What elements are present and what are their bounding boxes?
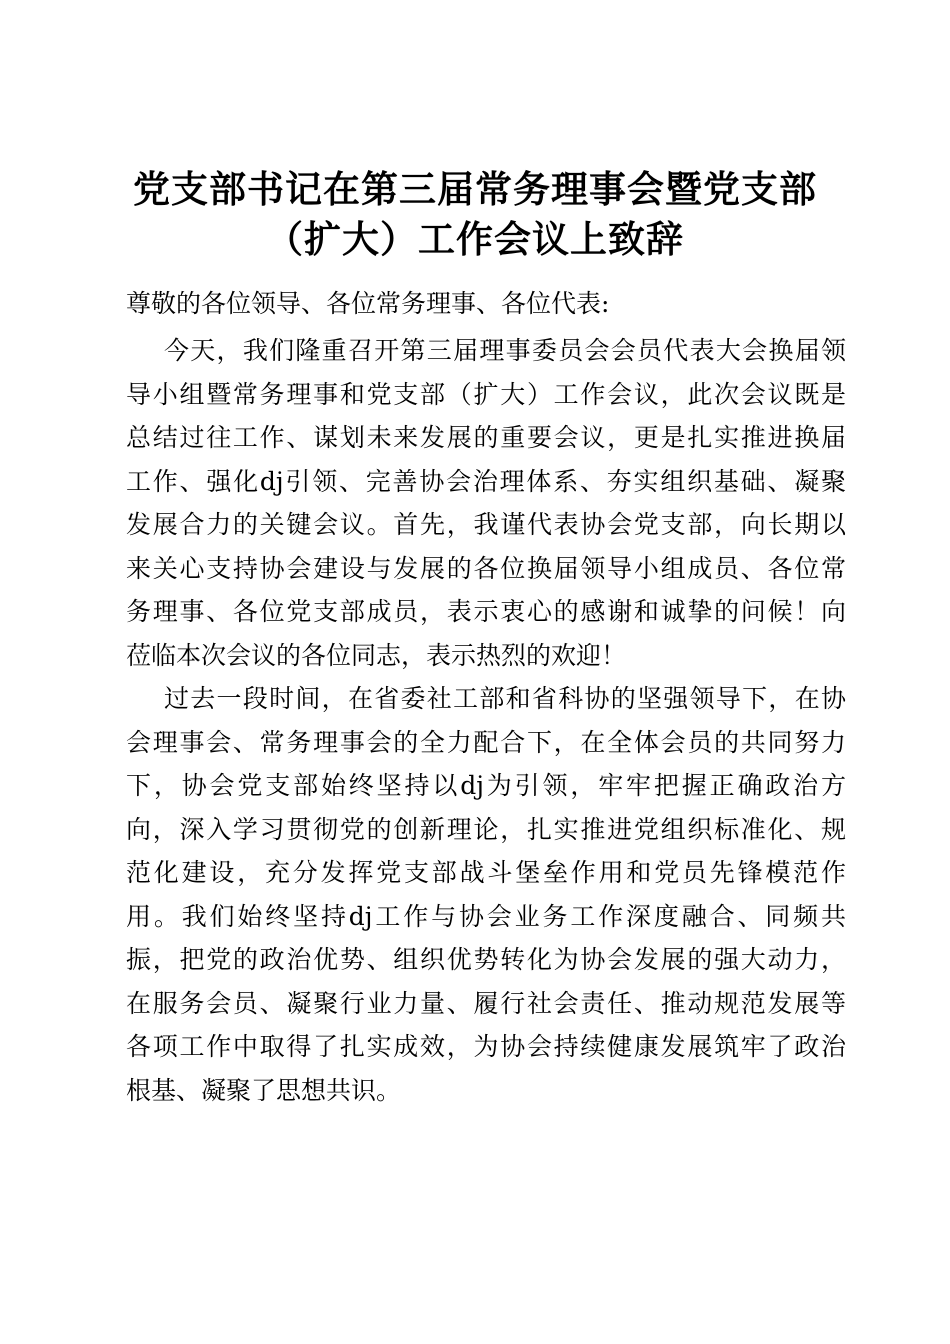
paragraph-line: 在服务会员、凝聚行业力量、履行社会责任、推动规范发展等 [126,988,846,1018]
paragraph-line: 工作、强化dj引领、完善协会治理体系、夯实组织基础、凝聚 [126,466,846,496]
paragraph-line: 向，深入学习贯彻党的创新理论，扎实推进党组织标准化、规 [126,814,846,844]
paragraph-line: 振，把党的政治优势、组织优势转化为协会发展的强大动力， [126,945,846,974]
paragraph-line: 根基、凝聚了思想共识。 [126,1075,402,1105]
paragraph-line: 导小组暨常务理事和党支部（扩大）工作会议，此次会议既是 [126,379,846,409]
paragraph-review [126,677,846,1112]
document-title [0,164,950,264]
document-body [126,329,846,1112]
title-line: 党支部书记在第三届常务理事会暨党支部 [133,167,817,211]
paragraph-line: 发展合力的关键会议。首先，我谨代表协会党支部，向长期以 [126,510,846,539]
title-line: （扩大）工作会议上致辞 [266,217,684,261]
paragraph-line: 下，协会党支部始终坚持以dj为引领，牢牢把握正确政治方 [126,771,846,800]
paragraph-line: 用。我们始终坚持dj工作与协会业务工作深度融合、同频共 [126,901,846,931]
paragraph-line: 范化建设，充分发挥党支部战斗堡垒作用和党员先锋模范作 [126,858,846,887]
paragraph-line: 今天，我们隆重召开第三届理事委员会会员代表大会换届领 [164,336,846,365]
paragraph-line: 来关心支持协会建设与发展的各位换届领导小组成员、各位常 [126,553,846,583]
paragraph-line: 务理事、各位党支部成员，表示衷心的感谢和诚挚的问候！向 [126,597,846,626]
paragraph-line: 莅临本次会议的各位同志，表示热烈的欢迎！ [126,640,627,670]
paragraph-opening [126,329,846,677]
salutation: 尊敬的各位领导、各位常务理事、各位代表: [126,289,610,318]
paragraph-line: 各项工作中取得了扎实成效，为协会持续健康发展筑牢了政治 [126,1032,846,1061]
paragraph-line: 总结过往工作、谋划未来发展的重要会议，更是扎实推进换届 [126,423,846,452]
paragraph-line: 会理事会、常务理事会的全力配合下，在全体会员的共同努力 [126,727,846,757]
paragraph-line: 过去一段时间，在省委社工部和省科协的坚强领导下，在协 [164,684,846,713]
